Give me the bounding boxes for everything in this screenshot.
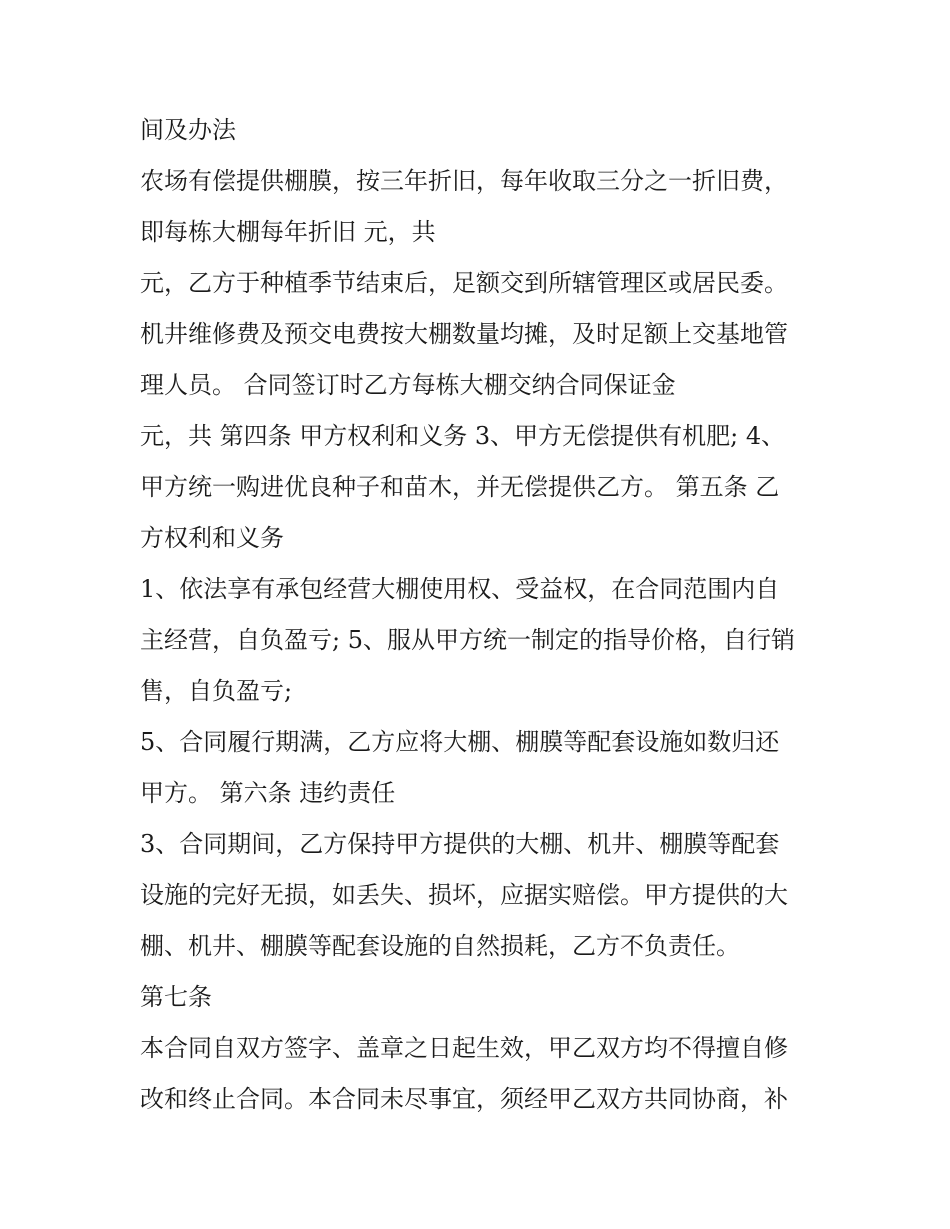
text-line: 间及办法 xyxy=(140,116,236,144)
text-line: 方权利和义务 xyxy=(140,524,284,552)
text-line: 5、合同履行期满，乙方应将大棚、棚膜等配套设施如数归还 xyxy=(140,728,780,756)
text-line: 即每栋大棚每年折旧 元，共 xyxy=(140,218,436,246)
text-line: 3、合同期间，乙方保持甲方提供的大棚、机井、棚膜等配套 xyxy=(140,830,780,858)
text-line: 甲方。 第六条 违约责任 xyxy=(140,779,396,807)
document-body xyxy=(140,105,820,1125)
text-line: 元，共 第四条 甲方权利和义务 3、甲方无偿提供有机肥; 4、 xyxy=(140,422,786,450)
text-line: 设施的完好无损，如丢失、损坏，应据实赔偿。甲方提供的大 xyxy=(140,881,788,909)
text-line: 机井维修费及预交电费按大棚数量均摊，及时足额上交基地管 xyxy=(140,320,788,348)
text-line: 甲方统一购进优良种子和苗木，并无偿提供乙方。 第五条 乙 xyxy=(140,473,780,501)
text-line: 售，自负盈亏; xyxy=(140,677,293,705)
text-line: 农场有偿提供棚膜，按三年折旧，每年收取三分之一折旧费， xyxy=(140,167,788,195)
text-line: 本合同自双方签字、盖章之日起生效，甲乙双方均不得擅自修 xyxy=(140,1034,788,1062)
text-line: 主经营，自负盈亏; 5、服从甲方统一制定的指导价格，自行销 xyxy=(140,626,795,654)
text-line: 第七条 xyxy=(140,983,212,1011)
text-line: 改和终止合同。本合同未尽事宜，须经甲乙双方共同协商，补 xyxy=(140,1085,788,1113)
text-line: 棚、机井、棚膜等配套设施的自然损耗，乙方不负责任。 xyxy=(140,932,740,960)
text-line: 1、依法享有承包经营大棚使用权、受益权，在合同范围内自 xyxy=(140,575,780,603)
text-line: 元，乙方于种植季节结束后，足额交到所辖管理区或居民委。 xyxy=(140,269,788,297)
text-line: 理人员。 合同签订时乙方每栋大棚交纳合同保证金 xyxy=(140,371,676,399)
